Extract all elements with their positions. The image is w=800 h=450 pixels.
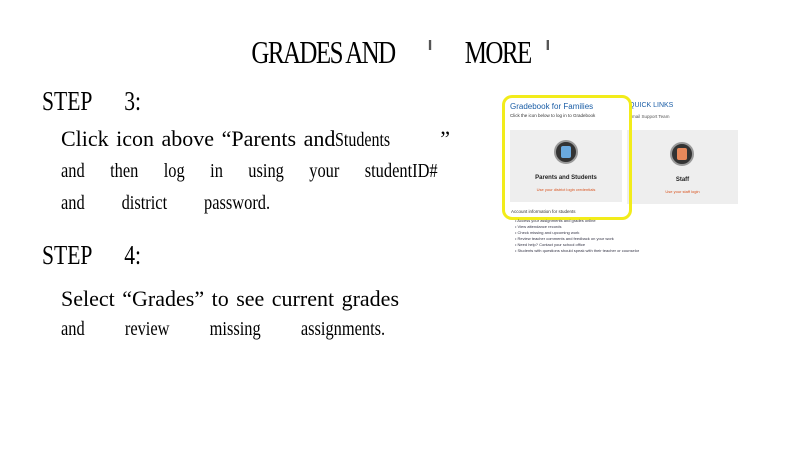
quick-links-item[interactable]: Email Support Team bbox=[629, 114, 670, 119]
gradebook-subheading: Click the icon below to log in to Gradebook bbox=[510, 113, 596, 118]
gradebook-heading: Gradebook for Families bbox=[510, 102, 594, 111]
quick-links-heading: QUICK LINKS bbox=[629, 102, 674, 109]
staff-sub: Use your staff login bbox=[665, 189, 700, 194]
staff-label: Staff bbox=[675, 177, 690, 183]
title-left: GRADES AND bbox=[251, 34, 395, 70]
step3-heading: STEP 3: bbox=[42, 86, 142, 116]
step4-line1: Select “Grades” to see current grades bbox=[61, 286, 400, 311]
info-bullet: • Review teacher comments and feedback on your work bbox=[515, 236, 614, 241]
gradebook-screenshot bbox=[505, 98, 740, 263]
step4-heading: STEP 4: bbox=[42, 240, 142, 270]
page-title bbox=[88, 34, 712, 71]
step3-line1: Click icon above “Parents andStudents ” bbox=[61, 126, 451, 151]
title-right: MORE bbox=[464, 34, 531, 70]
parents-sub: Use your district login credentials bbox=[536, 187, 596, 192]
info-bullet: • Access your assignments and grades online bbox=[515, 218, 596, 223]
artifact-mark bbox=[429, 40, 431, 50]
staff-badge-icon bbox=[670, 142, 694, 166]
step3-line2: and then log in using your studentID# bbox=[61, 160, 438, 182]
staff-card[interactable] bbox=[627, 130, 738, 204]
step4-line2: and review missing assignments. bbox=[61, 318, 386, 340]
step3-line3: and district password. bbox=[61, 192, 271, 214]
info-bullet: • Check missing and upcoming work bbox=[515, 230, 579, 235]
info-bullet: • Need help? Contact your school office bbox=[515, 242, 585, 247]
artifact-mark bbox=[546, 40, 548, 50]
highlight-ring bbox=[502, 95, 632, 220]
info-bullet: • View attendance records bbox=[515, 224, 561, 229]
info-bullet: • Students with questions should speak with their teacher or counselor bbox=[515, 248, 639, 253]
parents-label: Parents and Students bbox=[535, 175, 597, 181]
account-heading: Account information for students bbox=[511, 209, 576, 214]
